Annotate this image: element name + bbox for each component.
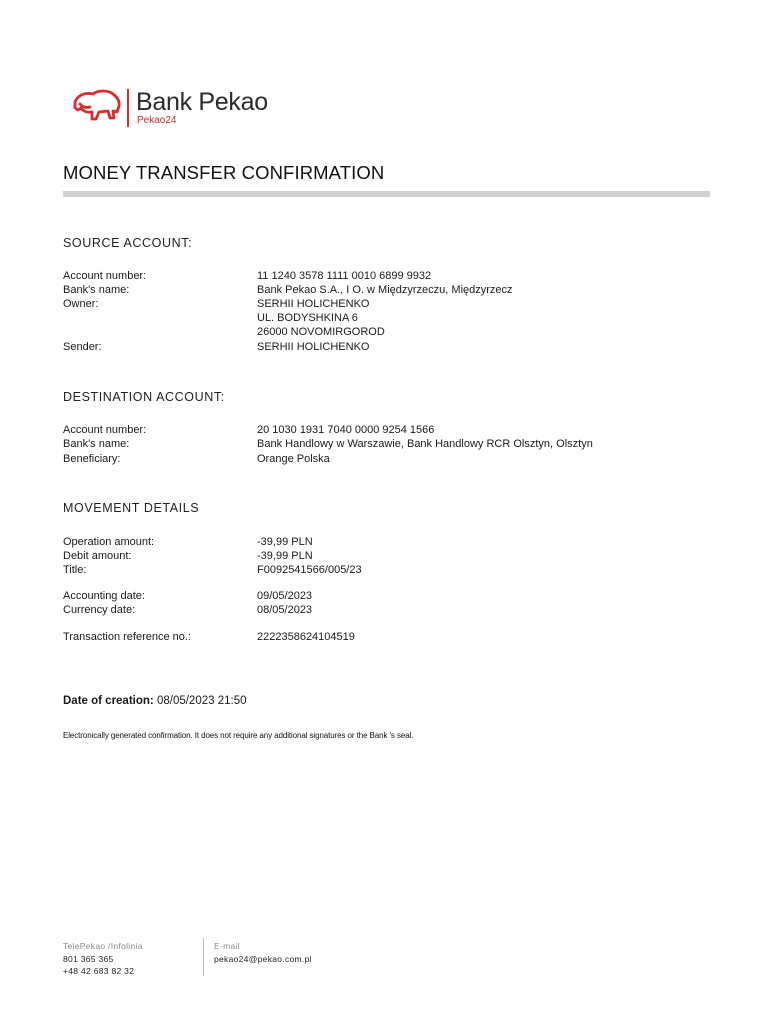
source-bank-label: Bank's name: — [63, 284, 130, 296]
currency-date: 08/05/2023 — [257, 604, 313, 616]
document-title: MONEY TRANSFER CONFIRMATION — [63, 162, 385, 183]
creation-date-label: Date of creation: — [63, 695, 154, 707]
source-account-number-label: Account number: — [63, 270, 147, 282]
email-label: E-mail — [214, 941, 240, 951]
title-divider — [63, 191, 710, 197]
brand-name: Bank Pekao — [136, 88, 268, 116]
accounting-date-label: Accounting date: — [63, 590, 145, 602]
bison-logo-icon — [72, 88, 122, 124]
transaction-reference-label: Transaction reference no.: — [63, 631, 191, 643]
operation-amount: -39,99 PLN — [257, 536, 313, 548]
brand-subname: Pekao24 — [137, 115, 177, 126]
destination-account-number-label: Account number: — [63, 424, 147, 436]
sender-label: Sender: — [63, 341, 102, 353]
destination-bank-label: Bank's name: — [63, 438, 130, 450]
footer-email — [214, 940, 312, 965]
transfer-title: F0092541566/005/23 — [257, 564, 362, 576]
phone-number-1: 801 365 365 — [63, 953, 114, 964]
operation-amount-label: Operation amount: — [63, 536, 155, 548]
phone-number-2: +48 42 683 82 32 — [63, 966, 135, 976]
destination-account-number: 20 1030 1931 7040 0000 9254 1566 — [257, 424, 435, 436]
debit-amount-label: Debit amount: — [63, 550, 132, 562]
owner-city: 26000 NOVOMIRGOROD — [257, 326, 385, 338]
source-bank-name: Bank Pekao S.A., I O. w Międzyrzeczu, Międzyrzecz — [257, 284, 513, 296]
transaction-reference: 2222358624104519 — [257, 631, 355, 643]
confirmation-note: Electronically generated confirmation. It does not require any additional signatures or the Bank 's seal. — [63, 731, 414, 740]
footer-phone — [63, 940, 143, 978]
movement-details-heading: MOVEMENT DETAILS — [63, 501, 200, 515]
creation-date-value: 08/05/2023 21:50 — [156, 695, 247, 707]
destination-bank-name: Bank Handlowy w Warszawie, Bank Handlowy RCR Olsztyn, Olsztyn — [257, 438, 593, 450]
creation-date — [63, 695, 246, 707]
beneficiary-label: Beneficiary: — [63, 453, 121, 465]
email-address[interactable]: pekao24@pekao.com.pl — [214, 953, 312, 964]
footer-divider — [203, 938, 204, 976]
destination-account-heading: DESTINATION ACCOUNT: — [63, 390, 225, 404]
accounting-date: 09/05/2023 — [257, 590, 313, 602]
source-account-number: 11 1240 3578 1111 0010 6899 9932 — [257, 270, 432, 282]
owner-name: SERHII HOLICHENKO — [257, 298, 370, 310]
sender-name: SERHII HOLICHENKO — [257, 341, 370, 353]
debit-amount: -39,99 PLN — [257, 550, 313, 562]
owner-street: UL. BODYSHKINA 6 — [257, 312, 358, 324]
owner-label: Owner: — [63, 298, 99, 310]
phone-label: TelePekao /Infolinia — [63, 941, 143, 951]
logo-divider — [127, 89, 129, 127]
transfer-title-label: Title: — [63, 564, 87, 576]
source-account-heading: SOURCE ACCOUNT: — [63, 236, 193, 250]
beneficiary-name: Orange Polska — [257, 453, 330, 465]
currency-date-label: Currency date: — [63, 604, 136, 616]
